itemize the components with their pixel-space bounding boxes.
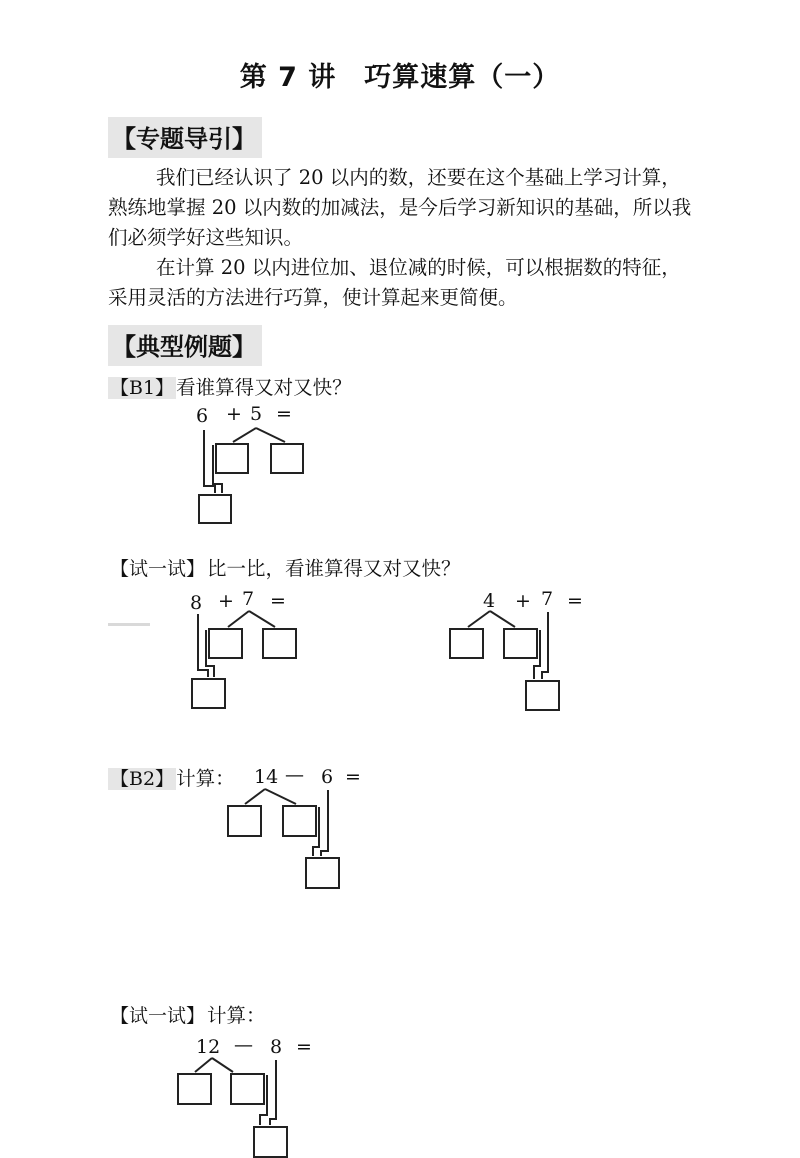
try1-tag: 【试一试】 bbox=[110, 558, 206, 580]
try1-right-split-line-right bbox=[490, 611, 515, 627]
try2-question: 计算： bbox=[207, 1004, 266, 1027]
try2-split-line-right bbox=[212, 1058, 233, 1072]
try2-operator: — bbox=[234, 1034, 253, 1056]
try1-right-operator: + bbox=[515, 590, 531, 612]
try1-right-operand-a: 4 bbox=[483, 590, 496, 612]
b2-question: 计算： bbox=[176, 767, 235, 790]
intro-paragraph-1: 我们已经认识了 20 以内的数，还要在这个基础上学习计算，熟练地掌握 20 以内数的加减法，是今后学习新知识的基础，所以我们必须学好这些知识。 bbox=[108, 166, 692, 249]
b2-split-line-left bbox=[245, 789, 265, 804]
b1-split-line-right bbox=[256, 428, 285, 442]
page-title: 第 7 讲 巧算速算（一） bbox=[239, 62, 561, 93]
b2-operator: — bbox=[285, 764, 304, 786]
try2-tag: 【试一试】 bbox=[110, 1005, 206, 1027]
try1-left-split-line-right bbox=[249, 611, 275, 627]
try1-right-equals: = bbox=[567, 590, 583, 612]
try1-right-carry-line-outer bbox=[542, 612, 548, 679]
b2-operand-a: 14 bbox=[254, 766, 279, 788]
try1-question: 比一比，看谁算得又对又快？ bbox=[207, 557, 461, 580]
b1-question: 看谁算得又对又快？ bbox=[176, 376, 352, 399]
section-heading-intro: 【专题导引】 bbox=[108, 117, 262, 158]
try2-carry-line-outer bbox=[270, 1060, 276, 1125]
b1-tag: 【B1】 bbox=[110, 377, 175, 399]
try1-left-operand-a: 8 bbox=[190, 592, 203, 614]
try1-right-operand-b: 7 bbox=[541, 588, 554, 610]
b2-split-line-right bbox=[265, 789, 296, 804]
intro-paragraph-2: 在计算 20 以内进位加、退位减的时候，可以根据数的特征，采用灵活的方法进行巧算，使计算起来更简便。 bbox=[108, 256, 681, 309]
try2-equals: = bbox=[296, 1036, 312, 1058]
b1-operand-a: 6 bbox=[196, 405, 209, 427]
b1-equals: = bbox=[276, 403, 292, 425]
b2-carry-line-inner bbox=[313, 807, 319, 856]
try2-operand-b: 8 bbox=[270, 1036, 283, 1058]
try2-operand-a: 12 bbox=[196, 1036, 221, 1058]
try1-left-split-line-left bbox=[228, 611, 249, 627]
b1-operand-b: 5 bbox=[250, 403, 263, 425]
b2-equals: = bbox=[345, 766, 361, 788]
b1-operator: + bbox=[226, 403, 242, 425]
try1-right-carry-line-inner bbox=[534, 630, 540, 679]
b2-operand-b: 6 bbox=[321, 766, 334, 788]
try1-left-operand-b: 7 bbox=[242, 588, 255, 610]
b2-carry-line-outer bbox=[321, 790, 328, 856]
try1-left-operator: + bbox=[218, 590, 234, 612]
try2-carry-line-inner bbox=[260, 1075, 267, 1125]
b2-tag: 【B2】 bbox=[110, 768, 175, 790]
try1-right-split-line-left bbox=[468, 611, 490, 627]
section-heading-examples: 【典型例题】 bbox=[108, 325, 262, 366]
try1-left-equals: = bbox=[270, 590, 286, 612]
try2-split-line-left bbox=[195, 1058, 212, 1072]
b1-split-line-left bbox=[233, 428, 256, 442]
